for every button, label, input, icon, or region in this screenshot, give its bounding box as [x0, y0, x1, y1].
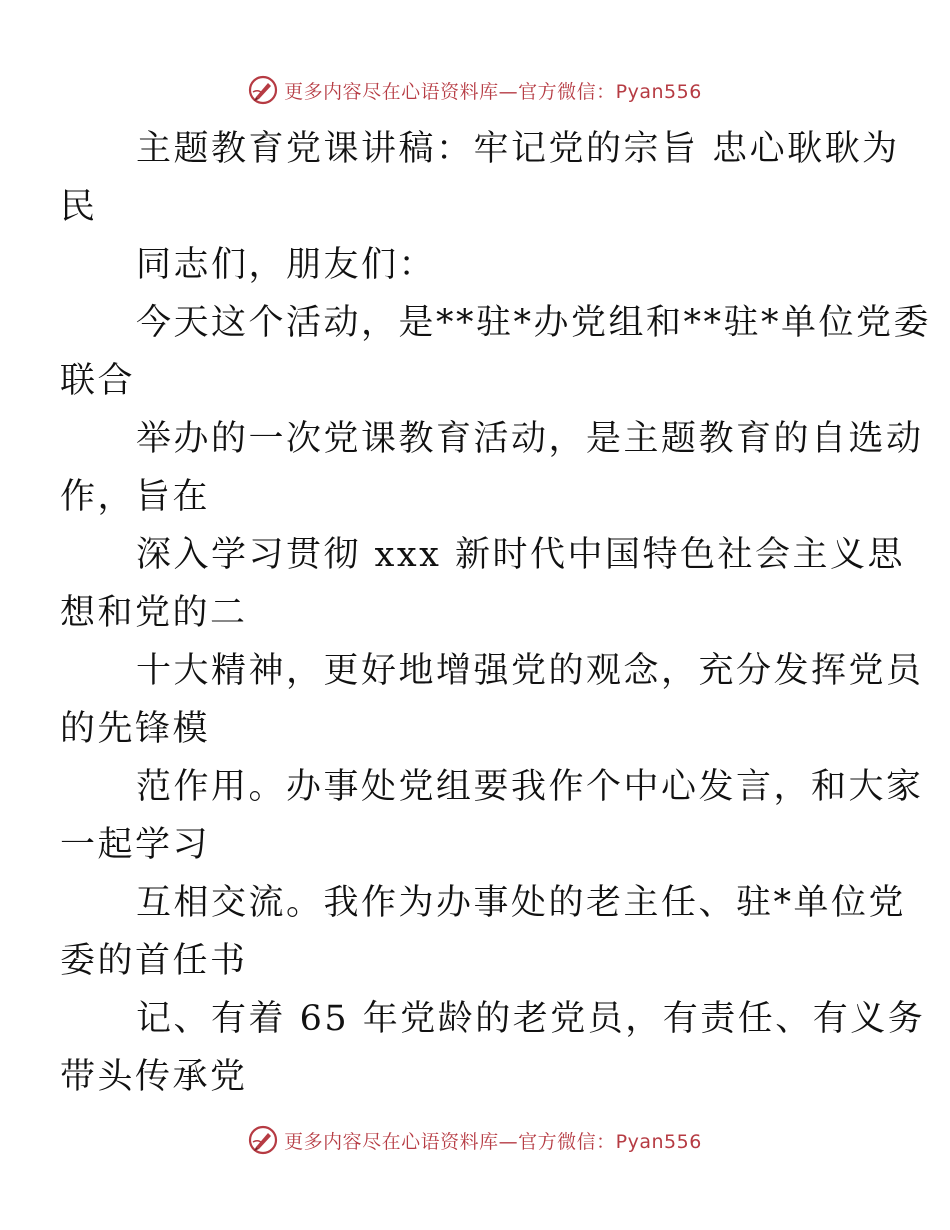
- line: 十大精神，更好地增强党的观念，充分发挥党员: [136, 651, 924, 691]
- line: 委的首任书: [60, 941, 248, 981]
- paragraph: [60, 526, 905, 642]
- line: 主题教育党课讲稿：牢记党的宗旨 忠心耿耿为: [136, 129, 900, 169]
- paragraph: [60, 642, 924, 758]
- header-banner: [0, 72, 950, 108]
- banner-text: 更多内容尽在心语资料库—官方微信：Pyan556: [284, 80, 702, 103]
- banner-text: 更多内容尽在心语资料库—官方微信：Pyan556: [284, 1130, 702, 1153]
- line: 想和党的二: [60, 593, 248, 633]
- line: 范作用。办事处党组要我作个中心发言，和大家: [136, 767, 924, 807]
- paragraph: [60, 990, 926, 1106]
- paragraph-salutation: [98, 236, 858, 294]
- line: 互相交流。我作为办事处的老主任、驻*单位党: [136, 883, 907, 923]
- line: 举办的一次党课教育活动，是主题教育的自选动: [136, 419, 924, 459]
- paragraph: [60, 410, 924, 526]
- paragraph: [60, 874, 907, 990]
- line: 的先锋模: [60, 709, 211, 749]
- line: 今天这个活动，是**驻*办党组和**驻*单位党委: [136, 303, 932, 343]
- paragraph: [60, 758, 924, 874]
- line: 一起学习: [60, 825, 211, 865]
- paragraph: [60, 294, 932, 410]
- footer-banner: [0, 1122, 950, 1158]
- line: 联合: [60, 361, 136, 401]
- quill-pen-logo-icon: [248, 75, 278, 105]
- document-body: [60, 120, 932, 1106]
- line: 记、有着 65 年党龄的老党员，有责任、有义务: [136, 999, 926, 1039]
- line: 作，旨在: [60, 477, 211, 517]
- line: 民: [60, 187, 98, 227]
- paragraph-title: [60, 120, 900, 236]
- quill-pen-logo-icon: [248, 1125, 278, 1155]
- line: 带头传承党: [60, 1057, 248, 1097]
- line: 同志们，朋友们：: [136, 245, 437, 285]
- line: 深入学习贯彻 xxx 新时代中国特色社会主义思: [136, 535, 905, 575]
